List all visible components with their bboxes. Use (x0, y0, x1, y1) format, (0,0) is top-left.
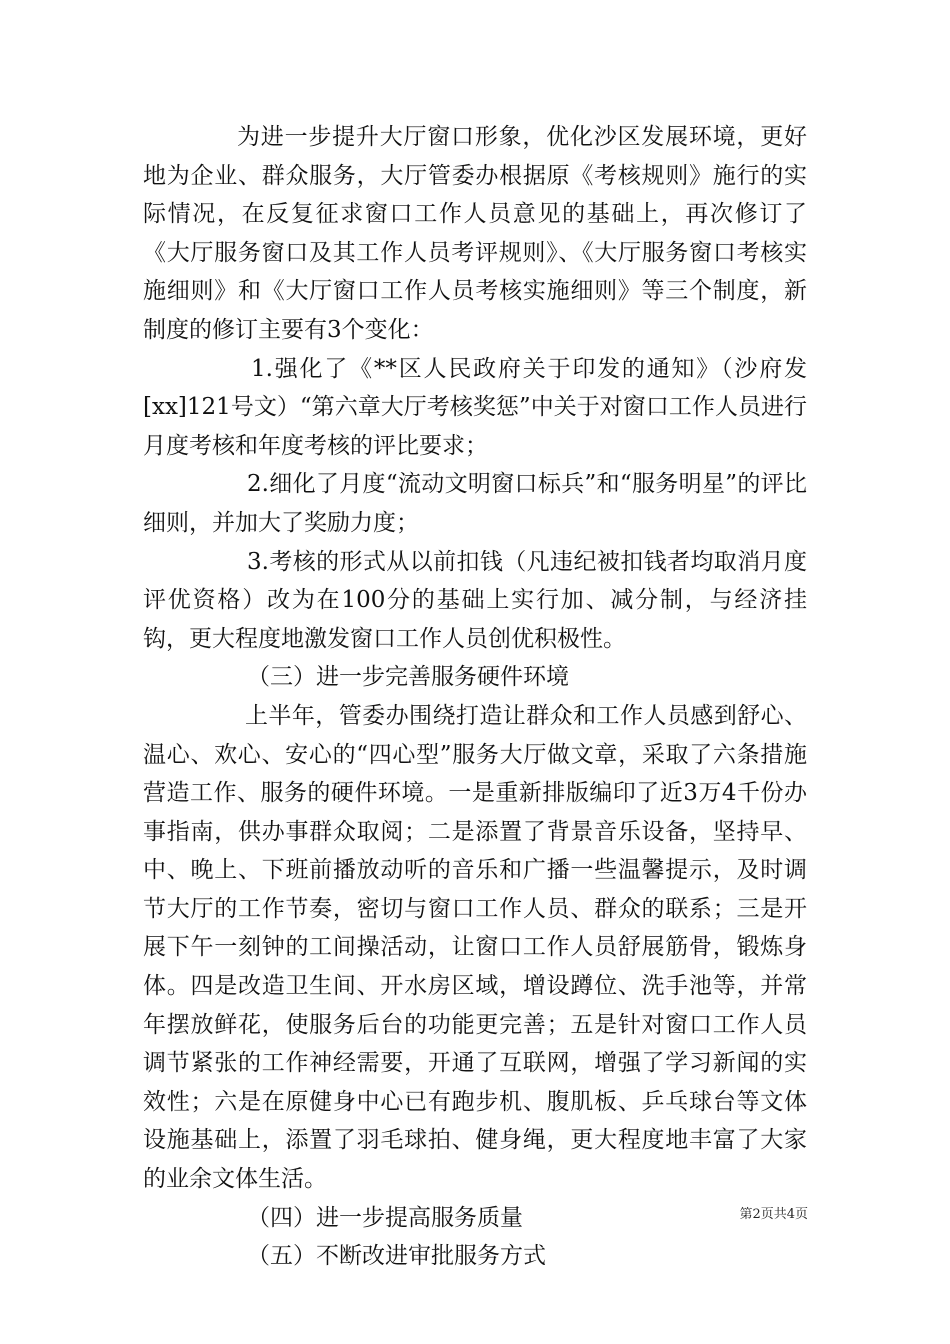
list-item-2: 2.细化了月度“流动文明窗口标兵”和“服务明星”的评比细则，并加大了奖励力度； (143, 471, 807, 536)
document-body (143, 118, 807, 1276)
list-item-1: 1.强化了《**区人民政府关于印发的通知》（沙府发[xx]121号文）“第六章大厅考核奖惩”中关于对窗口工作人员进行月度考核和年度考核的评比要求； (143, 355, 807, 459)
page-number-footer: 第2页共4页 (739, 1207, 808, 1222)
section-heading-5: （五）不断改进审批服务方式 (247, 1243, 546, 1270)
paragraph-intro: 为进一步提升大厅窗口形象，优化沙区发展环境，更好地为企业、群众服务，大厅管委办根据原《考核规则》施行的实际情况，在反复征求窗口工作人员意见的基础上，再次修订了《大厅服务窗口及其工作人员考评规则》、《大厅服务窗口考核实施细则》和《大厅窗口工作人员考核实施细则》等三个制度，新制度的修订主要有3个变化： (143, 124, 807, 343)
section-heading-4: （四）进一步提高服务质量 (247, 1204, 523, 1231)
section-heading-3: （三）进一步完善服务硬件环境 (247, 664, 569, 691)
paragraph-hardware: 上半年，管委办围绕打造让群众和工作人员感到舒心、温心、欢心、安心的“四心型”服务大厅做文章，采取了六条措施营造工作、服务的硬件环境。一是重新排版编印了近3万4千份办事指南，供办事群众取阅；二是添置了背景音乐设备，坚持早、中、晚上、下班前播放动听的音乐和广播一些温馨提示，及时调节大厅的工作节奏，密切与窗口工作人员、群众的联系；三是开展下午一刻钟的工间操活动，让窗口工作人员舒展筋骨，锻炼身体。四是改造卫生间、开水房区域，增设蹲位、洗手池等，并常年摆放鲜花，使服务后台的功能更完善；五是针对窗口工作人员调节紧张的工作神经需要，开通了互联网，增强了学习新闻的实效性；六是在原健身中心已有跑步机、腹肌板、乒乓球台等文体设施基础上，添置了羽毛球拍、健身绳，更大程度地丰富了大家的业余文体生活。 (143, 702, 807, 1193)
list-item-3: 3.考核的形式从以前扣钱（凡违纪被扣钱者均取消月度评优资格）改为在100分的基础上实行加、减分制，与经济挂钩，更大程度地激发窗口工作人员创优积极性。 (143, 548, 807, 652)
